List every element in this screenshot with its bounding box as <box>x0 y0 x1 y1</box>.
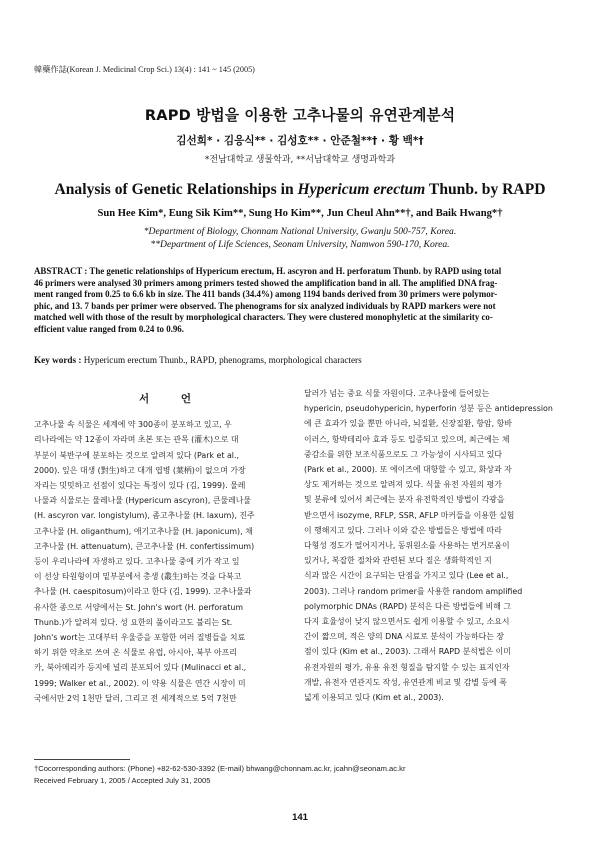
body-line: (Park et al., 2000). 또 에이즈에 대항할 수 있고, 화상과 자 <box>304 465 512 475</box>
body-line: 점이 있다 (Kim et al., 2003). 그래서 RAPD 분석법은 이미 <box>304 647 511 657</box>
english-title <box>0 181 600 199</box>
body-line: 및 분류에 있어서 최근에는 분자 유전학적인 방법이 각광을 <box>304 495 505 505</box>
body-line: 다지 효율성이 낮지 않으면서도 쉽게 이용할 수 있고, 소요시 <box>304 617 510 627</box>
body-line: 간이 짧으며, 적은 양의 DNA 시료로 분석이 가능하다는 장 <box>304 632 505 642</box>
body-line: 이 행해지고 있다. 그러나 이와 같은 방법들은 방법에 따라 <box>304 525 502 535</box>
english-affiliation-1: *Department of Biology, Chonnam National University, Gwanju 500-757, Korea. <box>143 226 457 237</box>
body-line: 2003). 그러나 random primer를 사용한 random amplified <box>304 586 523 596</box>
english-affiliation-2: **Department of Life Sciences, Seonam University, Namwon 590-170, Korea. <box>150 239 450 250</box>
body-line: 고추나물 (H. attenuatum), 큰고추나물 (H. confertissimum) <box>34 541 255 551</box>
body-line: 에 큰 효과가 있을 뿐만 아니라, 뇌질환, 신장질환, 항암, 항바 <box>304 419 512 429</box>
keywords <box>34 355 362 365</box>
body-line: 중감소를 위한 보조식품으로도 그 가능성이 시사되고 있다 <box>304 449 502 459</box>
korean-title: RAPD 방법을 이용한 고추나물의 유연관계분석 <box>144 107 456 124</box>
body-line: 유사한 종으로 서양에서는 St. John's wort (H. perforatum <box>34 602 244 612</box>
body-line: 받으면서 isozyme, RFLP, SSR, AFLP 마커들을 이용한 실험 <box>304 510 515 520</box>
body-line: 이 선상 타원형이며 밑부분에서 총생 (叢生)하는 것을 다북고 <box>34 572 242 582</box>
abstract-line: matched well with those of the result by morphological characters. They were clustered monophyletic at the similarity co- <box>34 312 493 323</box>
footnote-divider <box>34 759 130 760</box>
abstract-line: 46 primers were analysed 30 primers among primers tested showed the amplification band in all. The amplified DNA frag- <box>34 277 498 288</box>
keywords-text: Hypericum erectum Thunb., RAPD, phenograms, morphological characters <box>83 355 362 365</box>
body-line: hypericin, pseudohypericin, hyperforin 성분 등은 antidepression <box>304 404 553 414</box>
body-line: (H. ascyron var. longistylum), 좀고추나물 (H. laxum), 진주 <box>34 511 255 521</box>
journal-header: 韓藥作誌(Korean J. Medicinal Crop Sci.) 13(4) : 141 ~ 145 (2005) <box>34 65 255 74</box>
body-line: 고추나물 속 식물은 세계에 약 300종이 분포하고 있고, 우 <box>34 420 232 430</box>
body-line: 넓게 이용되고 있다 (Kim et al., 2003). <box>304 693 444 703</box>
korean-affiliations: *전남대학교 생물학과, **서남대학교 생명과학과 <box>204 155 396 165</box>
body-line: 리나라에는 약 12종이 자라며 초본 또는 관목 (灌木)으로 대 <box>34 435 239 445</box>
abstract-line: ABSTRACT : The genetic relationships of Hypericum erectum, H. ascyron and H. perforatum Thunb. by RAPD using total <box>34 266 502 276</box>
body-line: 다형성 정도가 떨어지거나, 동위원소를 사용하는 번거로움이 <box>304 541 510 551</box>
body-line: 자리는 밋밋하고 선점이 있다는 특징이 있다 (김, 1999). 물레 <box>34 481 246 491</box>
body-line: 식과 많은 시간이 요구되는 단점을 가지고 있다 (Lee et al., <box>304 571 509 581</box>
abstract <box>34 266 566 336</box>
body-line: 이러스, 항박테리아 효과 등도 입증되고 있으며, 최근에는 체 <box>304 434 510 444</box>
received-date-footnote: Received February 1, 2005 / Accepted July 31, 2005 <box>34 776 211 785</box>
body-line: John's wort는 고대부터 우울증을 포함한 여러 질병들을 치료 <box>34 633 246 643</box>
body-line: 개발, 유전자 연관지도 작성, 유연관계 비교 및 감별 등에 폭 <box>304 677 507 687</box>
body-line: 2000). 잎은 대생 (對生)하고 대개 엽병 (葉柄)이 없으며 가장 <box>34 465 246 475</box>
body-line: 달러가 넘는 중요 식물 자원이다. 고추나물에 들어있는 <box>304 389 490 398</box>
body-line: 있거나, 복잡한 절차와 관련된 보다 짙은 생화학적인 지 <box>304 556 492 566</box>
english-title-post: Thunb. by RAPD <box>425 181 546 198</box>
section-heading: 서 언 <box>139 393 205 405</box>
body-line: 1999; Walker et al., 2002). 이 약용 식물은 연간 시장이 미 <box>34 678 246 688</box>
body-right-column <box>304 386 566 705</box>
body-line: 상도 제거하는 것으로 알려져 있다. 식물 유전 자원의 평가 <box>304 480 502 490</box>
body-line: 부분이 북반구에 분포하는 것으로 알려져 있다 (Park et al., <box>34 450 240 460</box>
body-line: polymorphic DNAs (RAPD) 분석은 다른 방법들에 비해 그 <box>304 601 512 611</box>
english-title-species: Hypericum erectum <box>297 181 426 198</box>
abstract-line: phic, and 13. 7 bands per primer were observed. The phenograms for six analyzed individuals by RAPD markers were not <box>34 300 496 311</box>
body-line: 나물과 식물로는 물레나물 (Hypericum ascyron), 큰물레나물 <box>34 496 251 506</box>
body-line: 추나물 (H. caespitosum)이라고 한다 (김, 1999). 고추나물과 <box>34 587 252 597</box>
body-left-column <box>34 392 296 706</box>
body-line: 카, 북아메리카 등지에 널리 분포되어 있다 (Mulinacci et al., <box>34 663 247 673</box>
corresponding-author-footnote: †Cocorresponding authors: (Phone) +82-62-530-3392 (E-mail) bhwang@chonnam.ac.kr, jcahn@seonam.ac.kr <box>34 764 406 773</box>
body-line: Thunb.)가 알려져 있다. 성 요한의 풀이라고도 불리는 St. <box>34 617 233 627</box>
body-line: 등이 우리나라에 자생하고 있다. 고추나물 중에 키가 작고 잎 <box>34 557 240 567</box>
body-line: 고추나물 (H. oliganthum), 애기고추나물 (H. japonicum), 채 <box>34 526 253 536</box>
abstract-line: ment ranged from 0.25 to 6.6 kb in size. The 411 bands (34.4%) among 1194 bands derived from 30 primers were polymor- <box>34 289 498 300</box>
korean-authors: 김선희* · 김응식** · 김성호** · 안준철**† · 황 백*† <box>176 135 424 147</box>
body-line: 하기 위한 약초로 쓰여 온 식물로 유럽, 아시아, 북부 아프리 <box>34 648 237 658</box>
body-line: 유전자원의 평가, 유용 유전 형질을 탐지할 수 있는 표지인자 <box>304 662 510 672</box>
keywords-label: Key words : <box>34 355 82 365</box>
english-title-pre: Analysis of Genetic Relationships in <box>54 181 298 198</box>
body-line: 국에서만 2억 1천만 달러, 그리고 전 세계적으로 5억 7천만 <box>34 693 237 703</box>
abstract-line: efficient value ranged from 0.24 to 0.96. <box>34 323 184 334</box>
english-authors: Sun Hee Kim*, Eung Sik Kim**, Sung Ho Kim**, Jun Cheul Ahn**†, and Baik Hwang*† <box>97 208 503 219</box>
page-number: 141 <box>292 812 308 823</box>
